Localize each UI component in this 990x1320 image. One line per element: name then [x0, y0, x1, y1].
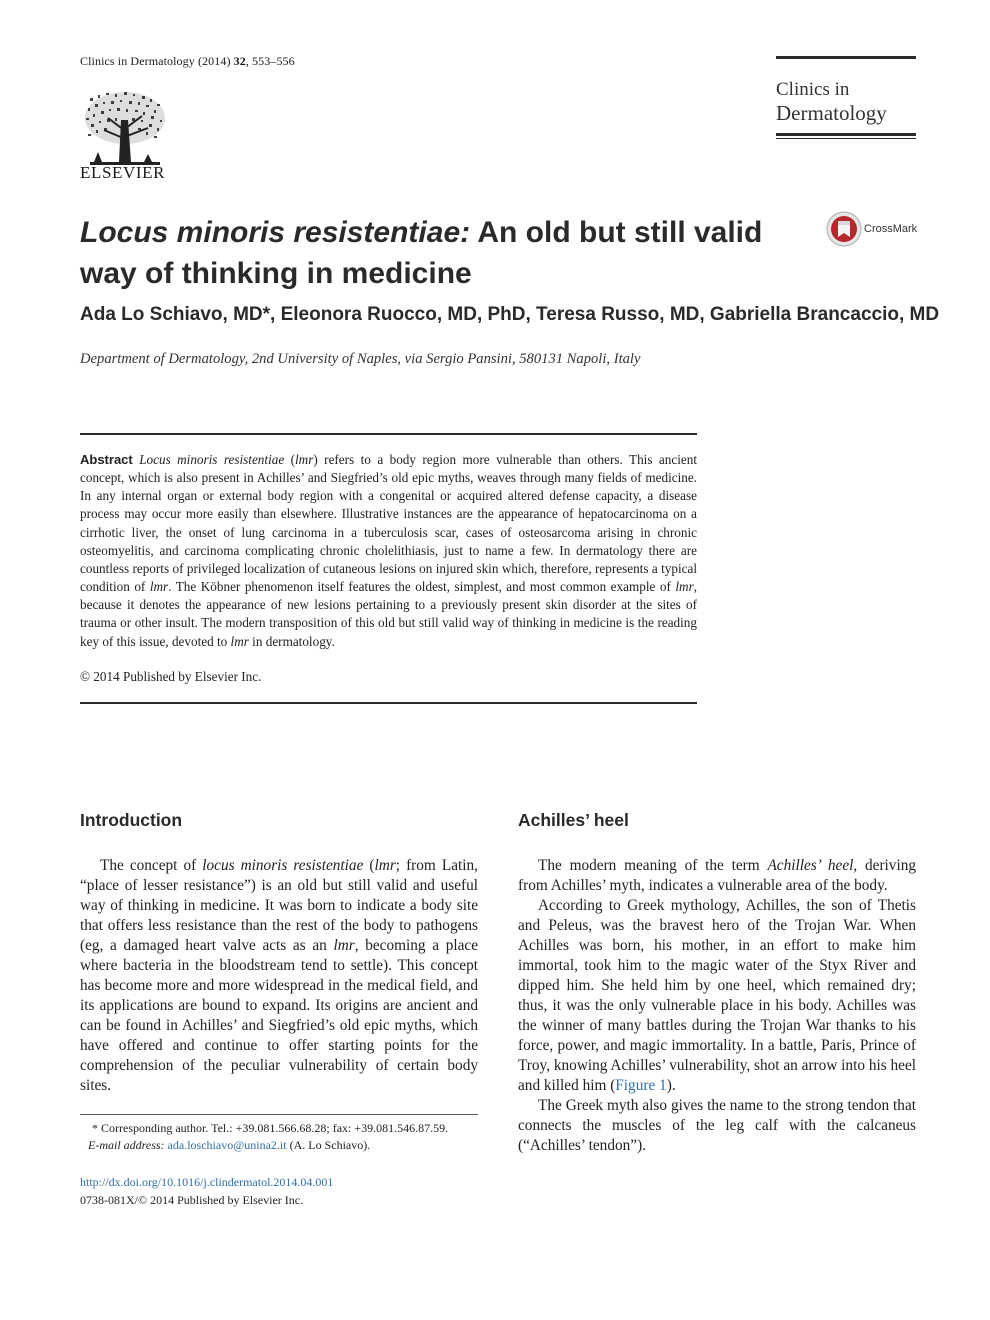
email-label: E-mail address: [88, 1138, 165, 1152]
figure-1-link[interactable]: Figure 1 [615, 1077, 667, 1094]
title-rest: An old but still valid way of thinking in medicine [80, 216, 763, 290]
achilles-heel-body [518, 856, 916, 1156]
abstract-copyright: © 2014 Published by Elsevier Inc. [80, 669, 262, 684]
abstract-label: Abstract [80, 452, 133, 467]
text-run: ). [666, 1077, 676, 1094]
abstract-text: ( [284, 452, 296, 467]
publisher-name: ELSEVIER [80, 163, 166, 182]
text-run: The concept of [100, 857, 203, 874]
journal-rule-bottom-thin [776, 138, 916, 139]
paragraph: The Greek myth also gives the name to the strong tendon that connects the muscles of the leg calf with the calcaneus (“Achilles’ tendon”). [518, 1097, 916, 1154]
paragraph [80, 856, 478, 1096]
footnote-email-line [80, 1137, 478, 1154]
text-run: , becoming a place where bacteria in the bloodstream tend to settle). This concept has become more and more widespread in the medical field, and its applications are bound to expand. Its origins are ancient and can be found in Achilles’ and Siegfried’s old epic myths, which have offered and continue to offer starting points for the comprehension of the peculiar vulnerability of certain body sites. [80, 937, 478, 1094]
paragraph [518, 856, 916, 896]
journal-name-line1: Clinics in [776, 79, 850, 100]
achilles-heel-heading: Achilles’ heel [518, 810, 629, 830]
text-run-italic: lmr [374, 857, 396, 874]
text-run-italic: lmr [333, 937, 355, 954]
abstract-term: lmr [295, 452, 314, 467]
abstract-term: lmr [675, 579, 694, 595]
text-run: , deriving from Achilles’ myth, indicates a vulnerable area of the body. [518, 857, 916, 894]
journal-rule-bottom [776, 133, 916, 136]
citation-journal: Clinics in Dermatology (2014) [80, 54, 231, 68]
journal-logo [776, 56, 916, 139]
affiliation: Department of Dermatology, 2nd University of Naples, via Sergio Pansini, 580131 Napoli, Italy [80, 351, 641, 367]
journal-name-line2: Dermatology [776, 101, 887, 125]
citation-pages: , 553–556 [245, 54, 295, 68]
footnote-rule [80, 1114, 478, 1115]
abstract-term: Locus minoris resistentiae [139, 452, 285, 467]
journal-rule-top [776, 56, 916, 59]
journal-citation [80, 54, 295, 69]
abstract-term: lmr [230, 633, 249, 649]
abstract-text: in dermatology. [248, 633, 335, 649]
abstract [80, 451, 697, 651]
article-title [80, 212, 800, 294]
abstract-text: ) refers to a body region more vulnerable than others. This ancient concept, which is also present in Achilles’ and Siegfried’s old epic myths, weaves through many fields of medicine. In any internal organ or external body region with a congenital or acquired altered defense capacity, a disease process may occur more easily than elsewhere. Illustrative instances are the appearance of hepatocarcinoma on a cirrhotic liver, the onset of lung carcinoma in a tuberculosis scar, cases of osteosarcoma arising in chronic osteomyelitis, and carcinoma complicating chronic cholelithiasis, just to name a few. In dermatology there are countless reports of privileged localization of cutaneous lesions on injured skin which, therefore, represents a typical condition of [80, 452, 697, 595]
text-run: According to Greek mythology, Achilles, the son of Thetis and Peleus, was the bravest hero of the Trojan War. When Achilles was born, his mother, in an effort to make him immortal, took him to the magic water of the Styx River and dipped him. She held him by one heel, which remained dry; thus, it was the only vulnerable place in his body. Achilles was the winner of many battles during the Trojan War thanks to his force, power, and magic immortality. In a battle, Paris, Prince of Troy, knowing Achilles’ vulnerability, shot an arrow into his heel and killed him ( [518, 897, 916, 1094]
abstract-text: , because it denotes the appearance of new lesions pertaining to a previously present skin disorder at the sites of trauma or other insult. The modern transposition of this old but still valid way of thinking in medicine is the reading key of this issue, devoted to [80, 579, 697, 649]
text-run: ( [363, 857, 375, 874]
footnote-contact: * Corresponding author. Tel.: +39.081.566.68.28; fax: +39.081.546.87.59. [92, 1121, 449, 1135]
paragraph [518, 896, 916, 1096]
issn-line: 0738-081X/© 2014 Published by Elsevier Inc. [80, 1193, 304, 1207]
crossmark-icon[interactable] [826, 211, 862, 247]
text-run: ; from Latin, “place of lesser resistance”) is an old but still valid and useful way of thinking in medicine. It was born to indicate a body site that offers less resistance than the rest of the body to pathogens (eg, a damaged heart valve acts as an [80, 857, 478, 954]
abstract-rule-top [80, 433, 697, 435]
doi-link[interactable]: http://dx.doi.org/10.1016/j.clindermatol.2014.04.001 [80, 1175, 334, 1189]
author-list: Ada Lo Schiavo, MD*, Eleonora Ruocco, MD, PhD, Teresa Russo, MD, Gabriella Brancaccio, MD [80, 304, 940, 325]
abstract-term: lmr [149, 579, 169, 595]
text-run-italic: Achilles’ heel [767, 857, 854, 874]
abstract-rule-bottom [80, 702, 697, 704]
crossmark-label[interactable]: CrossMark [864, 223, 918, 235]
introduction-body [80, 856, 478, 1096]
doi-block [80, 1173, 333, 1209]
text-run-italic: locus minoris resistentiae [202, 857, 364, 874]
abstract-text: . The Köbner phenomenon itself features the oldest, simplest, and most common example of [168, 579, 676, 595]
citation-volume: 32 [233, 54, 246, 68]
introduction-heading: Introduction [80, 810, 183, 830]
corresponding-author-footnote [80, 1120, 478, 1154]
email-owner: (A. Lo Schiavo). [286, 1138, 371, 1152]
title-italic: Locus minoris resistentiae: [80, 216, 471, 249]
email-link[interactable]: ada.loschiavo@unina2.it [167, 1138, 287, 1152]
text-run: The modern meaning of the term [538, 857, 768, 874]
